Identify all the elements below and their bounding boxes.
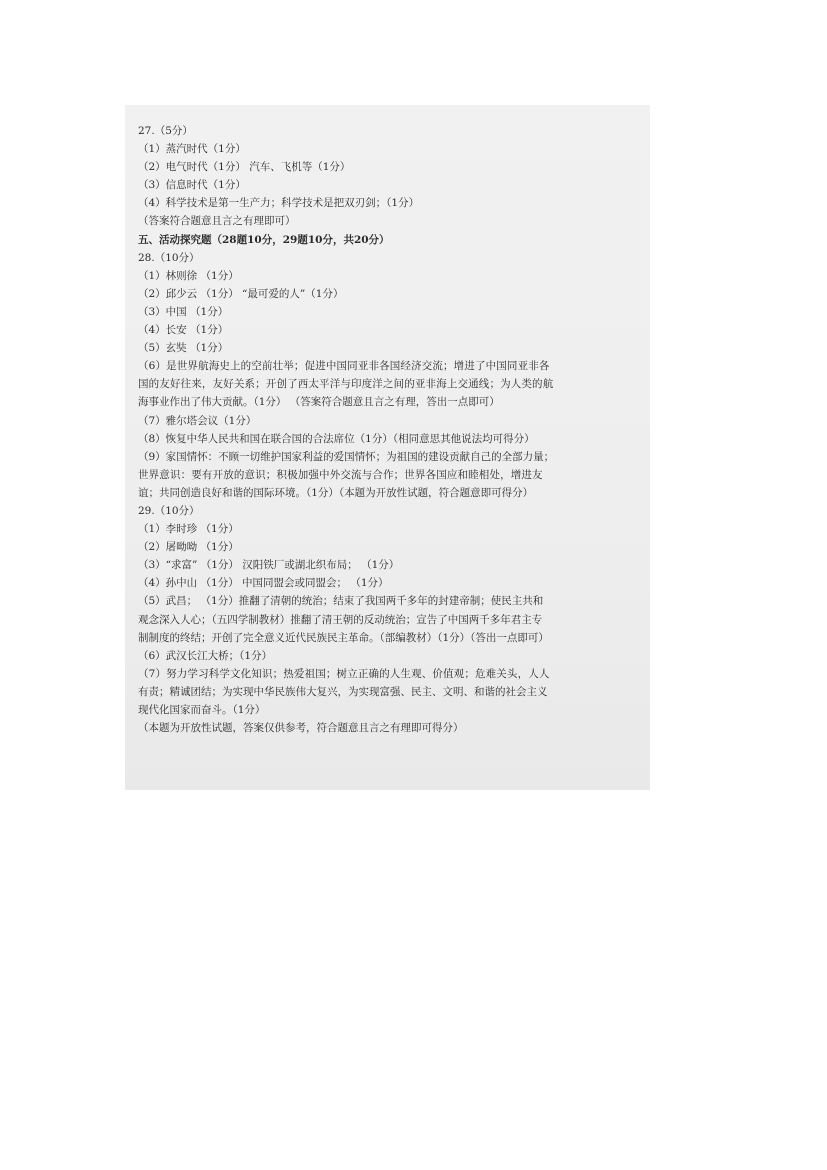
- q28-answer-5: （5）玄奘 （1分）: [138, 342, 229, 355]
- q27-answer-1: （1）蒸汽时代（1分）: [138, 143, 246, 156]
- q28-answer-6-line2: 国的友好往来，友好关系；开创了西太平洋与印度洋之间的亚非海上交通线；为人类的航: [138, 378, 554, 391]
- q27-heading: 27.（5分）: [138, 125, 193, 137]
- q28-answer-1: （1）林则徐 （1分）: [138, 269, 239, 282]
- q29-heading: 29.（10分）: [138, 504, 200, 517]
- q28-answer-6-line1: （6）是世界航海史上的空前壮举；促进中国同亚非各国经济交流；增进了中国同亚非各: [138, 360, 550, 373]
- q28-answer-3: （3）中国 （1分）: [138, 305, 229, 318]
- q28-answer-4: （4）长安 （1分）: [138, 324, 229, 337]
- q27-answer-4: （4）科学技术是第一生产力；科学技术是把双刃剑；（1分）: [138, 197, 420, 210]
- q29-answer-5-line1: （5）武昌； （1分）推翻了清朝的统治；结束了我国两千多年的封建帝制；使民主共和: [138, 595, 544, 608]
- q27-answer-3: （3）信息时代（1分）: [138, 179, 246, 192]
- q29-answer-7-line3: 现代化国家而奋斗。（1分）: [138, 704, 266, 716]
- q29-answer-1: （1）李时珍 （1分）: [138, 523, 239, 536]
- q27-note: （答案符合题意且言之有理即可）: [138, 215, 296, 228]
- q28-answer-8: （8）恢复中华人民共和国在联合国的合法席位（1分）（相同意思其他说法均可得分）: [138, 432, 535, 445]
- q29-answer-6: （6）武汉长江大桥；（1分）: [138, 649, 273, 662]
- q28-answer-6-line3: 海事业作出了伟大贡献。（1分） （答案符合题意且言之有理，答出一点即可）: [138, 396, 500, 409]
- q29-note: （本题为开放性试题，答案仅供参考，符合题意且言之有理即可得分）: [138, 722, 464, 735]
- q29-answer-3: （3）“求富” （1分） 汉阳铁厂或湖北织布局； （1分）: [138, 559, 400, 572]
- q29-answer-2: （2）屠呦呦 （1分）: [138, 541, 239, 554]
- q28-answer-2: （2）邱少云 （1分） “最可爱的人”（1分）: [138, 287, 344, 300]
- q29-answer-5-line2: 观念深入人心；（五四学制教材）推翻了清王朝的反动统治；宣告了中国两千多年君主专: [138, 613, 543, 626]
- answer-text: [138, 122, 638, 737]
- q29-answer-4: （4）孙中山 （1分） 中国同盟会或同盟会； （1分）: [138, 577, 389, 590]
- q29-answer-7-line2: 有责；精诚团结；为实现中华民族伟大复兴，为实现富强、民主、文明、和谐的社会主义: [138, 685, 548, 698]
- q28-answer-9-line3: 谊；共同创造良好和谐的国际环境。（1分）（本题为开放性试题，符合题意即可得分）: [138, 486, 534, 499]
- q28-answer-9-line2: 世界意识：要有开放的意识；积极加强中外交流与合作；世界各国应和睦相处，增进友: [138, 468, 543, 481]
- section-five-heading: 五、活动探究题（28题10分，29题10分，共20分）: [138, 233, 390, 246]
- q28-answer-9-line1: （9）家国情怀：不顾一切维护国家利益的爱国情怀；为祖国的建设贡献自己的全部力量；: [138, 450, 555, 463]
- q28-answer-7: （7）雅尔塔会议（1分）: [138, 414, 257, 427]
- q29-answer-5-line3: 制制度的终结；开创了完全意义近代民族民主革命。（部编教材）（1分）（答出一点即可）: [138, 631, 549, 644]
- q28-heading: 28.（10分）: [138, 251, 200, 264]
- q29-answer-7-line1: （7）努力学习科学文化知识；热爱祖国；树立正确的人生观、价值观；危难关头，人人: [138, 667, 550, 680]
- q27-answer-2: （2）电气时代（1分） 汽车、飞机等（1分）: [138, 161, 351, 174]
